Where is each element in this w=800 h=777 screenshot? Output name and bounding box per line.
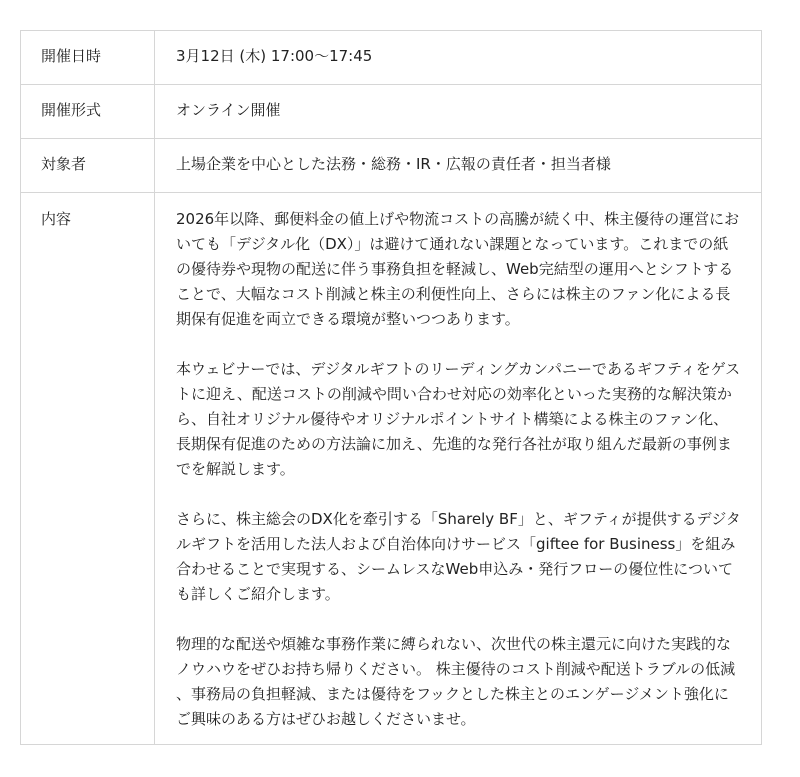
event-info-table (20, 30, 762, 745)
content-paragraph-1: 2026年以降、郵便料金の値上げや物流コストの高騰が続く中、株主優待の運営においても「デジタル化（DX）」は避けて通れない課題となっています。これまでの紙の優待券や現物の配送に伴う事務負担を軽減し、Web完結型の運用へとシフトすることで、大幅なコスト削減と株主の利便性向上、さらには株主のファン化による長期保有促進を両立できる環境が整いつつあります。 (176, 210, 740, 328)
datetime-value: 3月12日 (木) 17:00〜17:45 (155, 31, 762, 85)
content-paragraph-4: 物理的な配送や煩雑な事務作業に縛られない、次世代の株主還元に向けた実践的なノウハウをぜひお持ち帰りください。 株主優待のコスト削減や配送トラブルの低減、事務局の負担軽減、または優待をフックとした株主とのエンゲージメント強化にご興味のある方はぜひお越しくださいませ。 (176, 635, 736, 728)
datetime-label: 開催日時 (21, 31, 155, 85)
row-audience (21, 139, 762, 193)
audience-value: 上場企業を中心とした法務・総務・IR・広報の責任者・担当者様 (155, 139, 762, 193)
row-datetime (21, 31, 762, 85)
content-label: 内容 (21, 193, 155, 745)
content-value (155, 193, 762, 745)
content-paragraph-2: 本ウェビナーでは、デジタルギフトのリーディングカンパニーであるギフティをゲストに迎え、配送コストの削減や問い合わせ対応の効率化といった実務的な解決策から、自社オリジナル優待やオリジナルポイントサイト構築による株主のファン化、長期保有促進のための方法論に加え、先進的な発行各社が取り組んだ最新の事例までを解説します。 (176, 360, 741, 478)
content-paragraph-3: さらに、株主総会のDX化を牽引する「Sharely BF」と、ギフティが提供するデジタルギフトを活用した法人および自治体向けサービス「giftee for Business」を組み合わせることで実現する、シームレスなWeb申込み・発行フローの優位性についても詳しくご紹介します。 (176, 510, 741, 603)
format-value: オンライン開催 (155, 85, 762, 139)
row-content (21, 193, 762, 745)
row-format (21, 85, 762, 139)
audience-label: 対象者 (21, 139, 155, 193)
format-label: 開催形式 (21, 85, 155, 139)
